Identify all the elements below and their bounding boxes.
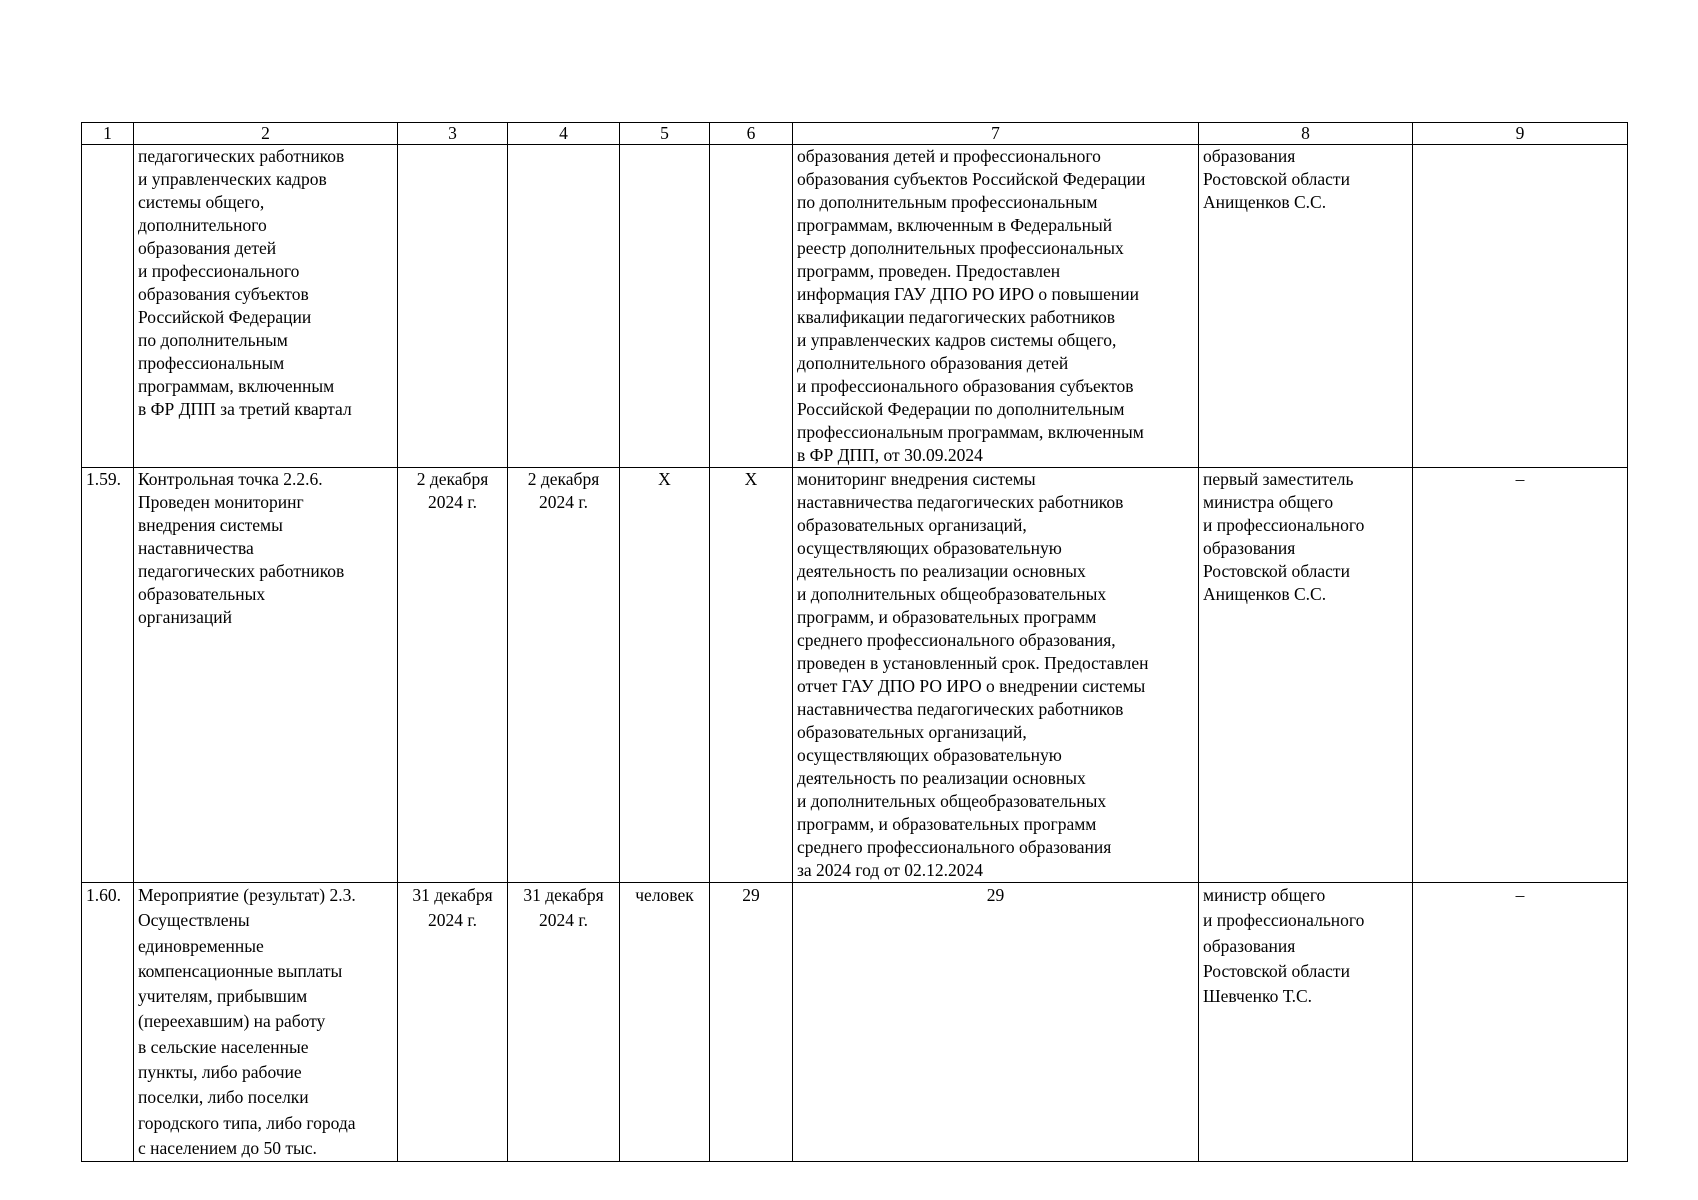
result-cell: образования детей и профессионального образования субъектов Российской Федерации по дополнительным профессиональным программам, включенным в Федеральный реестр дополнительных профессиональных программ, проведен. Предоставлен информация ГАУ ДПО РО ИРО о повышении квалификации педагогических работников и управленческих кадров системы общего, дополнительного образования детей и профессионального образования субъектов Российской Федерации по дополнительным профессиональным программам, включенным в ФР ДПП, от 30.09.2024 [793,145,1199,468]
result-cell: 29 [793,883,1199,1162]
table-row-1-59 [82,468,1628,883]
event-name-cell: Контрольная точка 2.2.6. Проведен мониторинг внедрения системы наставничества педагогических работников образовательных организаций [134,468,398,883]
actual-date-cell [508,145,620,468]
planned-date-cell: 2 декабря 2024 г. [398,468,508,883]
responsible-cell: министр общего и профессионального образования Ростовской области Шевченко Т.С. [1199,883,1413,1162]
table-row-1-60 [82,883,1628,1162]
column-number-9: 9 [1413,123,1628,145]
result-cell: мониторинг внедрения системы наставничества педагогических работников образовательных организаций, осуществляющих образовательную деятельность по реализации основных и дополнительных общеобразовательных программ, и образовательных программ среднего профессионального образования, проведен в установленный срок. Предоставлен отчет ГАУ ДПО РО ИРО о внедрении системы наставничества педагогических работников образовательных организаций, осуществляющих образовательную деятельность по реализации основных и дополнительных общеобразовательных программ, и образовательных программ среднего профессионального образования за 2024 год от 02.12.2024 [793,468,1199,883]
row-number-cell: 1.60. [82,883,134,1162]
unit-cell: человек [620,883,710,1162]
column-number-7: 7 [793,123,1199,145]
note-cell: – [1413,468,1628,883]
column-number-6: 6 [710,123,793,145]
planned-date-cell: 31 декабря 2024 г. [398,883,508,1162]
column-number-3: 3 [398,123,508,145]
column-number-5: 5 [620,123,710,145]
column-number-4: 4 [508,123,620,145]
actual-date-cell: 2 декабря 2024 г. [508,468,620,883]
responsible-cell: первый заместитель министра общего и профессионального образования Ростовской области Анищенков С.С. [1199,468,1413,883]
column-number-8: 8 [1199,123,1413,145]
column-number-2: 2 [134,123,398,145]
unit-cell [620,145,710,468]
table-row-continuation [82,145,1628,468]
note-cell: – [1413,883,1628,1162]
row-number-cell [82,145,134,468]
event-name-cell: Мероприятие (результат) 2.3. Осуществлены единовременные компенсационные выплаты учителям, прибывшим (переехавшим) на работу в сельские населенные пункты, либо рабочие поселки, либо поселки городского типа, либо города с населением до 50 тыс. [134,883,398,1162]
column-number-1: 1 [82,123,134,145]
planned-date-cell [398,145,508,468]
planned-value-cell: Х [710,468,793,883]
note-cell [1413,145,1628,468]
plan-table [81,122,1628,1162]
row-number-cell: 1.59. [82,468,134,883]
column-number-row [82,123,1628,145]
actual-date-cell: 31 декабря 2024 г. [508,883,620,1162]
planned-value-cell: 29 [710,883,793,1162]
event-name-cell: педагогических работников и управленческих кадров системы общего, дополнительного образования детей и профессионального образования субъектов Российской Федерации по дополнительным профессиональным программам, включенным в ФР ДПП за третий квартал [134,145,398,468]
planned-value-cell [710,145,793,468]
unit-cell: Х [620,468,710,883]
responsible-cell: образования Ростовской области Анищенков С.С. [1199,145,1413,468]
